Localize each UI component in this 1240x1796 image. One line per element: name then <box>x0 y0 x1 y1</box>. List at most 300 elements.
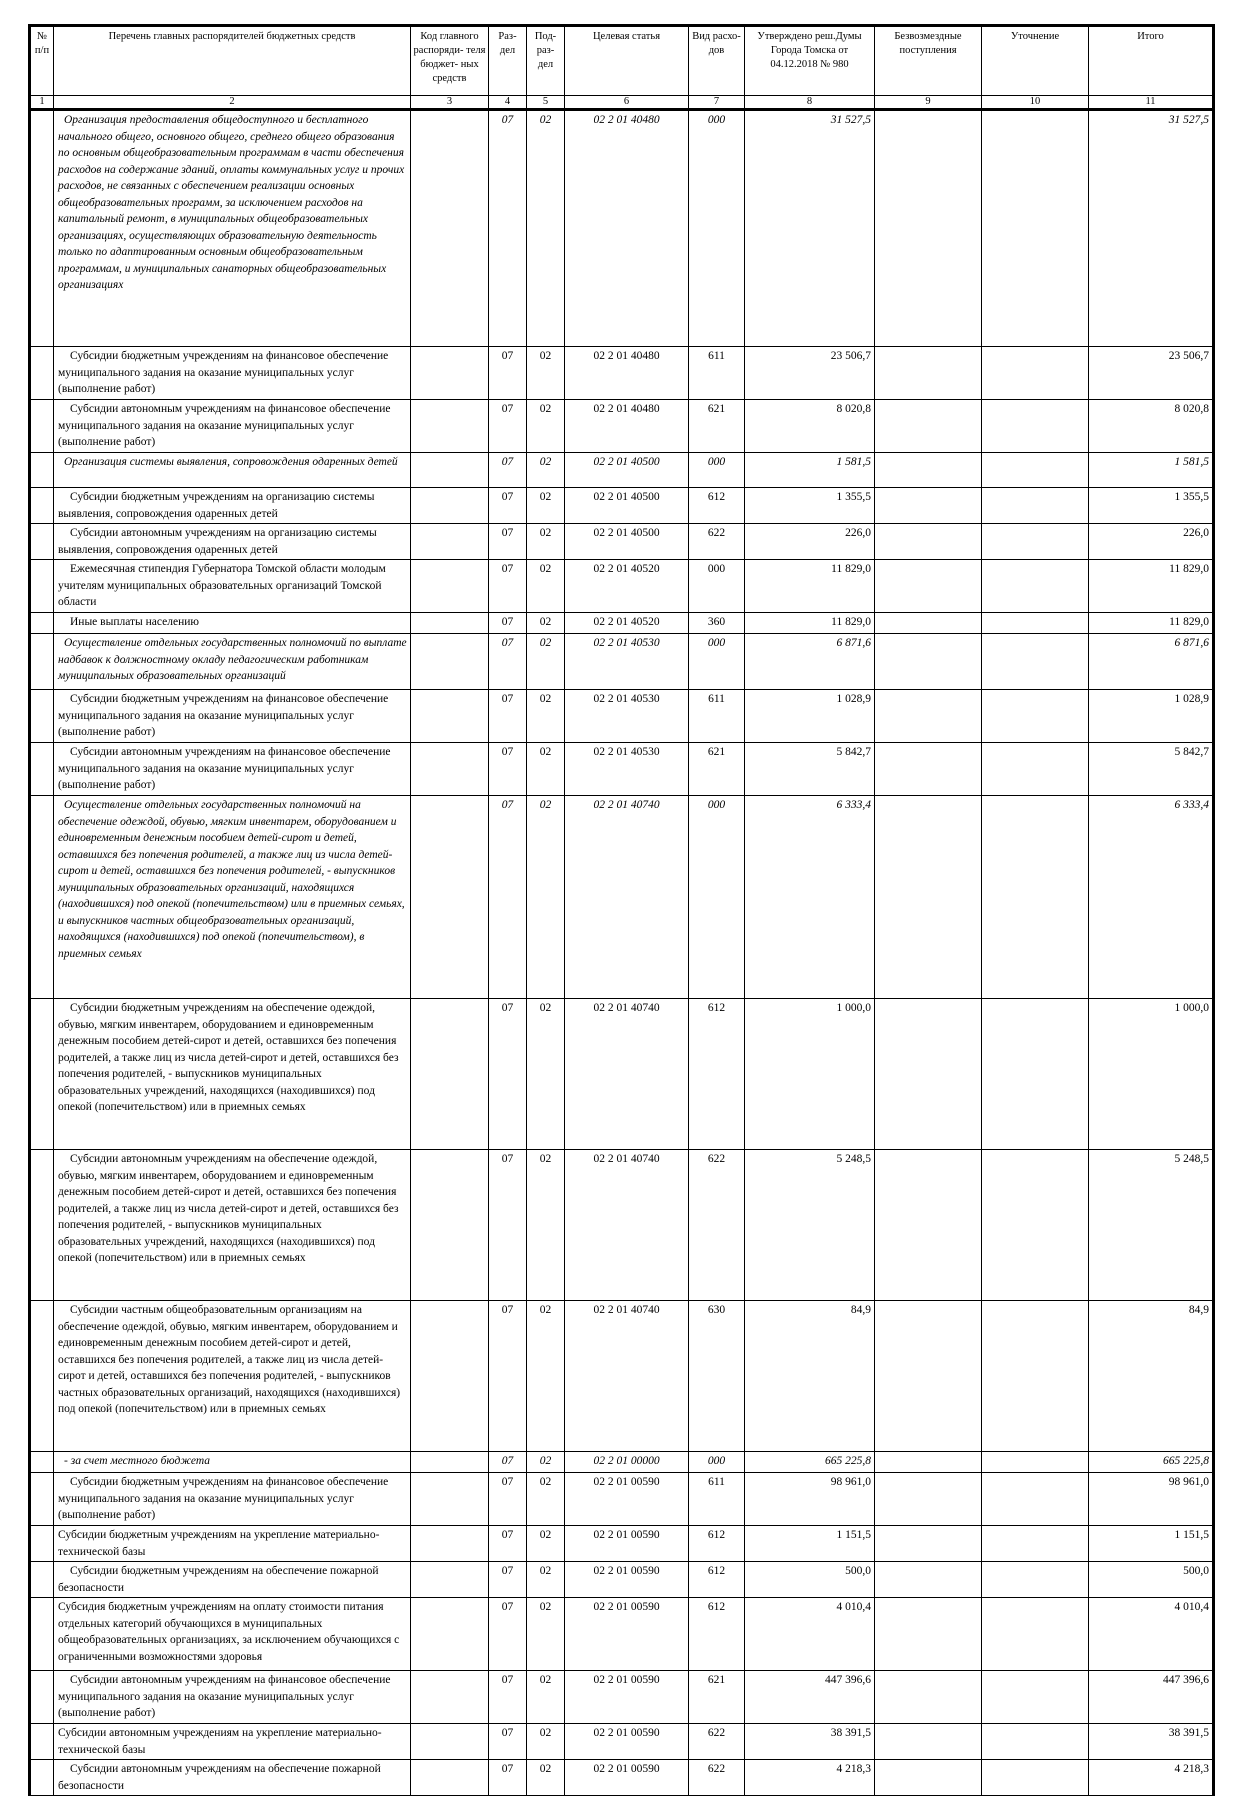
row-utoch-cell <box>982 1724 1089 1760</box>
row-utoch-cell <box>982 613 1089 634</box>
row-bezvozm-cell <box>875 796 982 999</box>
row-razdel-cell: 07 <box>489 400 527 453</box>
row-code-cell <box>411 488 489 524</box>
row-name-cell: Субсидии бюджетным учреждениям на финансовое обеспечение муниципального задания на оказание муниципальных услуг (выполнение работ) <box>54 347 411 400</box>
row-vid-cell: 621 <box>689 400 745 453</box>
row-approved-cell: 4 010,4 <box>745 1598 875 1671</box>
row-podrazdel-cell: 02 <box>527 1598 565 1671</box>
row-podrazdel-cell: 02 <box>527 743 565 796</box>
row-approved-cell: 4 218,3 <box>745 1760 875 1796</box>
column-number: 6 <box>565 96 689 110</box>
row-approved-cell: 1 028,9 <box>745 690 875 743</box>
row-razdel-cell: 07 <box>489 1150 527 1301</box>
row-vid-cell: 000 <box>689 110 745 347</box>
row-bezvozm-cell <box>875 488 982 524</box>
row-code-cell <box>411 1724 489 1760</box>
row-target-cell: 02 2 01 40740 <box>565 796 689 999</box>
table-row <box>30 1671 1214 1724</box>
row-vid-cell: 612 <box>689 1526 745 1562</box>
row-vid-cell: 611 <box>689 347 745 400</box>
table-body <box>30 110 1214 1796</box>
row-target-cell: 02 2 01 40530 <box>565 743 689 796</box>
row-bezvozm-cell <box>875 1473 982 1526</box>
header-cell-bezvozm: Безвозмездные поступления <box>875 26 982 96</box>
row-podrazdel-cell: 02 <box>527 1562 565 1598</box>
row-target-cell: 02 2 01 40480 <box>565 110 689 347</box>
row-name-cell: Субсидии автономным учреждениям на финансовое обеспечение муниципального задания на оказание муниципальных услуг (выполнение работ) <box>54 1671 411 1724</box>
row-vid-cell: 611 <box>689 690 745 743</box>
row-podrazdel-cell: 02 <box>527 1150 565 1301</box>
row-code-cell <box>411 1598 489 1671</box>
table-row <box>30 613 1214 634</box>
row-vid-cell: 000 <box>689 560 745 613</box>
row-itogo-cell: 1 000,0 <box>1089 999 1214 1150</box>
row-podrazdel-cell: 02 <box>527 453 565 488</box>
row-bezvozm-cell <box>875 690 982 743</box>
row-code-cell <box>411 453 489 488</box>
row-podrazdel-cell: 02 <box>527 524 565 560</box>
row-utoch-cell <box>982 347 1089 400</box>
row-razdel-cell: 07 <box>489 347 527 400</box>
row-number-cell <box>30 1150 54 1301</box>
row-target-cell: 02 2 01 00590 <box>565 1526 689 1562</box>
column-number: 9 <box>875 96 982 110</box>
row-itogo-cell: 5 842,7 <box>1089 743 1214 796</box>
row-itogo-cell: 11 829,0 <box>1089 613 1214 634</box>
row-vid-cell: 622 <box>689 524 745 560</box>
row-podrazdel-cell: 02 <box>527 690 565 743</box>
column-number: 8 <box>745 96 875 110</box>
table-row <box>30 110 1214 347</box>
row-name-cell: Субсидии автономным учреждениям на организацию системы выявления, сопровождения одаренных детей <box>54 524 411 560</box>
row-code-cell <box>411 347 489 400</box>
table-row <box>30 1760 1214 1796</box>
table-row <box>30 796 1214 999</box>
row-razdel-cell: 07 <box>489 1473 527 1526</box>
column-number: 11 <box>1089 96 1214 110</box>
row-utoch-cell <box>982 1671 1089 1724</box>
row-podrazdel-cell: 02 <box>527 1760 565 1796</box>
row-razdel-cell: 07 <box>489 613 527 634</box>
row-utoch-cell <box>982 110 1089 347</box>
row-razdel-cell: 07 <box>489 1526 527 1562</box>
row-bezvozm-cell <box>875 347 982 400</box>
row-podrazdel-cell: 02 <box>527 1526 565 1562</box>
row-code-cell <box>411 1526 489 1562</box>
row-name-cell: Субсидии бюджетным учреждениям на укрепление материально-технической базы <box>54 1526 411 1562</box>
row-razdel-cell: 07 <box>489 488 527 524</box>
row-number-cell <box>30 453 54 488</box>
row-target-cell: 02 2 01 40500 <box>565 524 689 560</box>
row-number-cell <box>30 1452 54 1473</box>
row-itogo-cell: 6 333,4 <box>1089 796 1214 999</box>
header-cell-name: Перечень главных распорядителей бюджетных средств <box>54 26 411 96</box>
row-vid-cell: 612 <box>689 999 745 1150</box>
row-code-cell <box>411 999 489 1150</box>
table-row <box>30 488 1214 524</box>
table-row <box>30 524 1214 560</box>
table-row <box>30 1150 1214 1301</box>
row-razdel-cell: 07 <box>489 1724 527 1760</box>
row-bezvozm-cell <box>875 1150 982 1301</box>
row-number-cell <box>30 1598 54 1671</box>
table-row <box>30 347 1214 400</box>
row-target-cell: 02 2 01 00590 <box>565 1473 689 1526</box>
row-approved-cell: 38 391,5 <box>745 1724 875 1760</box>
row-target-cell: 02 2 01 40480 <box>565 347 689 400</box>
row-target-cell: 02 2 01 00590 <box>565 1598 689 1671</box>
row-bezvozm-cell <box>875 1724 982 1760</box>
row-podrazdel-cell: 02 <box>527 110 565 347</box>
row-approved-cell: 8 020,8 <box>745 400 875 453</box>
row-utoch-cell <box>982 453 1089 488</box>
row-bezvozm-cell <box>875 1526 982 1562</box>
table-row <box>30 1562 1214 1598</box>
row-utoch-cell <box>982 560 1089 613</box>
row-code-cell <box>411 400 489 453</box>
row-target-cell: 02 2 01 00590 <box>565 1760 689 1796</box>
row-name-cell: Субсидии автономным учреждениям на обеспечение одеждой, обувью, мягким инвентарем, оборудованием и единовременным денежным пособием детей-сирот и детей, оставшихся без попечения родителей, а также лиц из числа детей-сирот и детей, оставшихся без попечения родителей, - выпускников муниципальных образовательных учреждений, находящихся (находившихся) под опекой (попечительством) или в приемных семьях <box>54 1150 411 1301</box>
column-number: 1 <box>30 96 54 110</box>
row-name-cell: Организация предоставления общедоступного и бесплатного начального общего, основного общего, среднего общего образования по основным общеобразовательным программам в части обеспечения расходов на содержание зданий, оплаты коммунальных услуг и прочих расходов, не связанных с обеспечением реализации основных общеобразовательных программ, за исключением расходов на капитальный ремонт, в муниципальных общеобразовательных организациях, осуществляющих образовательную деятельность только по адаптированным основным общеобразовательным программам, и муниципальных санаторных общеобразовательных организациях <box>54 110 411 347</box>
row-vid-cell: 612 <box>689 1598 745 1671</box>
row-utoch-cell <box>982 1598 1089 1671</box>
header-cell-utoch: Уточнение <box>982 26 1089 96</box>
row-itogo-cell: 38 391,5 <box>1089 1724 1214 1760</box>
row-target-cell: 02 2 01 40740 <box>565 999 689 1150</box>
row-razdel-cell: 07 <box>489 690 527 743</box>
row-razdel-cell: 07 <box>489 743 527 796</box>
row-bezvozm-cell <box>875 400 982 453</box>
header-cell-num: № п/п <box>30 26 54 96</box>
row-name-cell: Субсидии бюджетным учреждениям на финансовое обеспечение муниципального задания на оказание муниципальных услуг (выполнение работ) <box>54 1473 411 1526</box>
row-razdel-cell: 07 <box>489 1562 527 1598</box>
row-name-cell: Субсидии частным общеобразовательным организациям на обеспечение одеждой, обувью, мягким инвентарем, оборудованием и единовременным денежным пособием детей-сирот и детей, оставшихся без попечения родителей, а также лиц из числа детей-сирот и детей, оставшихся без попечения родителей, - выпускников частных образовательных организаций, находящихся (находившихся) под опекой (попечительством) или в приемных семьях <box>54 1301 411 1452</box>
row-utoch-cell <box>982 743 1089 796</box>
header-row <box>30 26 1214 96</box>
row-vid-cell: 611 <box>689 1473 745 1526</box>
row-number-cell <box>30 1671 54 1724</box>
row-name-cell: Субсидии бюджетным учреждениям на обеспечение одеждой, обувью, мягким инвентарем, оборудованием и единовременным денежным пособием детей-сирот и детей, оставшихся без попечения родителей, а также лиц из числа детей-сирот и детей, оставшихся без попечения родителей, - выпускников муниципальных образовательных учреждений, находящихся (находившихся) под опекой (попечительством) или в приемных семьях <box>54 999 411 1150</box>
row-number-cell <box>30 560 54 613</box>
row-bezvozm-cell <box>875 999 982 1150</box>
row-approved-cell: 665 225,8 <box>745 1452 875 1473</box>
row-number-cell <box>30 634 54 690</box>
row-name-cell: Субсидии бюджетным учреждениям на организацию системы выявления, сопровождения одаренных детей <box>54 488 411 524</box>
table-row <box>30 634 1214 690</box>
row-podrazdel-cell: 02 <box>527 400 565 453</box>
table-row <box>30 560 1214 613</box>
row-number-cell <box>30 999 54 1150</box>
row-vid-cell: 000 <box>689 453 745 488</box>
row-number-cell <box>30 1473 54 1526</box>
row-itogo-cell: 98 961,0 <box>1089 1473 1214 1526</box>
row-utoch-cell <box>982 1473 1089 1526</box>
row-itogo-cell: 4 218,3 <box>1089 1760 1214 1796</box>
row-itogo-cell: 23 506,7 <box>1089 347 1214 400</box>
row-razdel-cell: 07 <box>489 1452 527 1473</box>
row-target-cell: 02 2 01 00590 <box>565 1671 689 1724</box>
column-number: 3 <box>411 96 489 110</box>
row-podrazdel-cell: 02 <box>527 1671 565 1724</box>
row-approved-cell: 1 355,5 <box>745 488 875 524</box>
row-code-cell <box>411 634 489 690</box>
row-vid-cell: 612 <box>689 1562 745 1598</box>
row-razdel-cell: 07 <box>489 110 527 347</box>
row-approved-cell: 1 581,5 <box>745 453 875 488</box>
header-cell-itogo: Итого <box>1089 26 1214 96</box>
row-code-cell <box>411 560 489 613</box>
row-podrazdel-cell: 02 <box>527 1473 565 1526</box>
row-code-cell <box>411 1760 489 1796</box>
table-row <box>30 743 1214 796</box>
row-number-cell <box>30 524 54 560</box>
row-utoch-cell <box>982 634 1089 690</box>
row-name-cell: Иные выплаты населению <box>54 613 411 634</box>
row-itogo-cell: 1 355,5 <box>1089 488 1214 524</box>
row-name-cell: Субсидии автономным учреждениям на финансовое обеспечение муниципального задания на оказание муниципальных услуг (выполнение работ) <box>54 743 411 796</box>
row-podrazdel-cell: 02 <box>527 488 565 524</box>
row-code-cell <box>411 1562 489 1598</box>
row-number-cell <box>30 1760 54 1796</box>
row-code-cell <box>411 524 489 560</box>
table-row <box>30 1301 1214 1452</box>
row-number-cell <box>30 1724 54 1760</box>
row-razdel-cell: 07 <box>489 999 527 1150</box>
row-utoch-cell <box>982 796 1089 999</box>
header-cell-podrazdel: Под- раз- дел <box>527 26 565 96</box>
row-code-cell <box>411 743 489 796</box>
row-number-cell <box>30 690 54 743</box>
row-code-cell <box>411 796 489 999</box>
table-row <box>30 453 1214 488</box>
row-name-cell: Субсидия бюджетным учреждениям на оплату стоимости питания отдельных категорий обучающихся в муниципальных общеобразовательных организациях, за исключением обучающихся с ограниченными возможностями здоровья <box>54 1598 411 1671</box>
row-approved-cell: 447 396,6 <box>745 1671 875 1724</box>
column-number-row <box>30 96 1214 110</box>
table-row <box>30 1724 1214 1760</box>
row-utoch-cell <box>982 1301 1089 1452</box>
row-podrazdel-cell: 02 <box>527 634 565 690</box>
row-bezvozm-cell <box>875 1598 982 1671</box>
row-utoch-cell <box>982 1562 1089 1598</box>
column-number: 7 <box>689 96 745 110</box>
row-code-cell <box>411 1150 489 1301</box>
row-approved-cell: 500,0 <box>745 1562 875 1598</box>
row-itogo-cell: 84,9 <box>1089 1301 1214 1452</box>
row-bezvozm-cell <box>875 613 982 634</box>
row-utoch-cell <box>982 1760 1089 1796</box>
row-approved-cell: 6 871,6 <box>745 634 875 690</box>
row-number-cell <box>30 1301 54 1452</box>
row-vid-cell: 622 <box>689 1150 745 1301</box>
table-row <box>30 690 1214 743</box>
row-bezvozm-cell <box>875 1671 982 1724</box>
row-target-cell: 02 2 01 40740 <box>565 1150 689 1301</box>
row-bezvozm-cell <box>875 560 982 613</box>
row-name-cell: Осуществление отдельных государственных полномочий на обеспечение одеждой, обувью, мягким инвентарем, оборудованием и единовременным денежным пособием детей-сирот и детей, оставшихся без попечения родителей, а также лиц из числа детей-сирот и детей, оставшихся без попечения родителей, - выпускников муниципальных образовательных организаций, находящихся (находившихся) под опекой (попечительством) или в приемных семьях, и выпускников частных общеобразовательных организаций, находящихся (находившихся) под опекой (попечительством), в приемных семьях <box>54 796 411 999</box>
row-vid-cell: 000 <box>689 796 745 999</box>
row-name-cell: Субсидии автономным учреждениям на обеспечение пожарной безопасности <box>54 1760 411 1796</box>
row-razdel-cell: 07 <box>489 1671 527 1724</box>
column-number: 5 <box>527 96 565 110</box>
row-name-cell: Ежемесячная стипендия Губернатора Томской области молодым учителям муниципальных образовательных организаций Томской области <box>54 560 411 613</box>
row-target-cell: 02 2 01 40530 <box>565 690 689 743</box>
row-itogo-cell: 1 151,5 <box>1089 1526 1214 1562</box>
row-bezvozm-cell <box>875 1452 982 1473</box>
row-itogo-cell: 8 020,8 <box>1089 400 1214 453</box>
row-approved-cell: 5 248,5 <box>745 1150 875 1301</box>
row-number-cell <box>30 110 54 347</box>
row-target-cell: 02 2 01 00590 <box>565 1562 689 1598</box>
row-vid-cell: 612 <box>689 488 745 524</box>
row-itogo-cell: 31 527,5 <box>1089 110 1214 347</box>
row-target-cell: 02 2 01 40480 <box>565 400 689 453</box>
row-number-cell <box>30 488 54 524</box>
row-bezvozm-cell <box>875 743 982 796</box>
row-target-cell: 02 2 01 40520 <box>565 560 689 613</box>
row-target-cell: 02 2 01 40500 <box>565 488 689 524</box>
row-name-cell: - за счет местного бюджета <box>54 1452 411 1473</box>
row-utoch-cell <box>982 690 1089 743</box>
row-podrazdel-cell: 02 <box>527 999 565 1150</box>
row-razdel-cell: 07 <box>489 524 527 560</box>
row-target-cell: 02 2 01 40500 <box>565 453 689 488</box>
row-name-cell: Субсидии автономным учреждениям на укрепление материально-технической базы <box>54 1724 411 1760</box>
row-podrazdel-cell: 02 <box>527 1452 565 1473</box>
row-code-cell <box>411 690 489 743</box>
row-vid-cell: 000 <box>689 1452 745 1473</box>
header-cell-target: Целевая статья <box>565 26 689 96</box>
row-name-cell: Субсидии бюджетным учреждениям на финансовое обеспечение муниципального задания на оказание муниципальных услуг (выполнение работ) <box>54 690 411 743</box>
column-number: 2 <box>54 96 411 110</box>
row-vid-cell: 621 <box>689 743 745 796</box>
row-itogo-cell: 1 581,5 <box>1089 453 1214 488</box>
row-bezvozm-cell <box>875 110 982 347</box>
row-number-cell <box>30 400 54 453</box>
row-itogo-cell: 665 225,8 <box>1089 1452 1214 1473</box>
row-approved-cell: 1 000,0 <box>745 999 875 1150</box>
row-approved-cell: 98 961,0 <box>745 1473 875 1526</box>
row-razdel-cell: 07 <box>489 1301 527 1452</box>
row-approved-cell: 11 829,0 <box>745 560 875 613</box>
row-bezvozm-cell <box>875 453 982 488</box>
row-razdel-cell: 07 <box>489 634 527 690</box>
header-cell-vid: Вид расхо- дов <box>689 26 745 96</box>
row-vid-cell: 621 <box>689 1671 745 1724</box>
header-cell-approved: Утверждено реш.Думы Города Томска от 04.12.2018 № 980 <box>745 26 875 96</box>
row-bezvozm-cell <box>875 1760 982 1796</box>
row-approved-cell: 1 151,5 <box>745 1526 875 1562</box>
row-approved-cell: 31 527,5 <box>745 110 875 347</box>
row-itogo-cell: 6 871,6 <box>1089 634 1214 690</box>
row-approved-cell: 5 842,7 <box>745 743 875 796</box>
row-razdel-cell: 07 <box>489 1760 527 1796</box>
row-target-cell: 02 2 01 00000 <box>565 1452 689 1473</box>
row-podrazdel-cell: 02 <box>527 347 565 400</box>
row-code-cell <box>411 1671 489 1724</box>
row-utoch-cell <box>982 1150 1089 1301</box>
row-name-cell: Субсидии автономным учреждениям на финансовое обеспечение муниципального задания на оказание муниципальных услуг (выполнение работ) <box>54 400 411 453</box>
row-name-cell: Организация системы выявления, сопровождения одаренных детей <box>54 453 411 488</box>
row-podrazdel-cell: 02 <box>527 560 565 613</box>
row-approved-cell: 23 506,7 <box>745 347 875 400</box>
row-approved-cell: 11 829,0 <box>745 613 875 634</box>
row-itogo-cell: 226,0 <box>1089 524 1214 560</box>
row-podrazdel-cell: 02 <box>527 1301 565 1452</box>
row-vid-cell: 622 <box>689 1760 745 1796</box>
row-number-cell <box>30 743 54 796</box>
row-number-cell <box>30 347 54 400</box>
row-itogo-cell: 11 829,0 <box>1089 560 1214 613</box>
table-row <box>30 1526 1214 1562</box>
row-podrazdel-cell: 02 <box>527 613 565 634</box>
column-number: 4 <box>489 96 527 110</box>
row-approved-cell: 84,9 <box>745 1301 875 1452</box>
row-code-cell <box>411 613 489 634</box>
row-code-cell <box>411 1473 489 1526</box>
row-utoch-cell <box>982 400 1089 453</box>
row-code-cell <box>411 1301 489 1452</box>
row-razdel-cell: 07 <box>489 453 527 488</box>
row-podrazdel-cell: 02 <box>527 1724 565 1760</box>
row-razdel-cell: 07 <box>489 560 527 613</box>
row-podrazdel-cell: 02 <box>527 796 565 999</box>
table-row <box>30 1452 1214 1473</box>
row-approved-cell: 226,0 <box>745 524 875 560</box>
row-target-cell: 02 2 01 40740 <box>565 1301 689 1452</box>
row-approved-cell: 6 333,4 <box>745 796 875 999</box>
row-name-cell: Осуществление отдельных государственных полномочий по выплате надбавок к должностному окладу педагогическим работникам муниципальных образовательных организаций <box>54 634 411 690</box>
row-name-cell: Субсидии бюджетным учреждениям на обеспечение пожарной безопасности <box>54 1562 411 1598</box>
row-itogo-cell: 1 028,9 <box>1089 690 1214 743</box>
row-target-cell: 02 2 01 00590 <box>565 1724 689 1760</box>
row-code-cell <box>411 1452 489 1473</box>
row-vid-cell: 360 <box>689 613 745 634</box>
row-bezvozm-cell <box>875 634 982 690</box>
table-row <box>30 400 1214 453</box>
row-number-cell <box>30 613 54 634</box>
row-utoch-cell <box>982 524 1089 560</box>
row-utoch-cell <box>982 999 1089 1150</box>
row-vid-cell: 630 <box>689 1301 745 1452</box>
row-code-cell <box>411 110 489 347</box>
row-target-cell: 02 2 01 40520 <box>565 613 689 634</box>
row-razdel-cell: 07 <box>489 796 527 999</box>
row-itogo-cell: 447 396,6 <box>1089 1671 1214 1724</box>
budget-table-page <box>28 24 1212 1796</box>
row-number-cell <box>30 1562 54 1598</box>
header-cell-code: Код главного распоряди- теля бюджет- ных средств <box>411 26 489 96</box>
table-row <box>30 999 1214 1150</box>
row-bezvozm-cell <box>875 1562 982 1598</box>
row-number-cell <box>30 1526 54 1562</box>
row-number-cell <box>30 796 54 999</box>
header-cell-razdel: Раз- дел <box>489 26 527 96</box>
row-itogo-cell: 4 010,4 <box>1089 1598 1214 1671</box>
row-utoch-cell <box>982 1526 1089 1562</box>
row-vid-cell: 000 <box>689 634 745 690</box>
table-row <box>30 1598 1214 1671</box>
column-number: 10 <box>982 96 1089 110</box>
row-itogo-cell: 5 248,5 <box>1089 1150 1214 1301</box>
table-row <box>30 1473 1214 1526</box>
row-bezvozm-cell <box>875 524 982 560</box>
row-itogo-cell: 500,0 <box>1089 1562 1214 1598</box>
row-razdel-cell: 07 <box>489 1598 527 1671</box>
row-utoch-cell <box>982 1452 1089 1473</box>
row-vid-cell: 622 <box>689 1724 745 1760</box>
budget-table <box>28 24 1215 1796</box>
